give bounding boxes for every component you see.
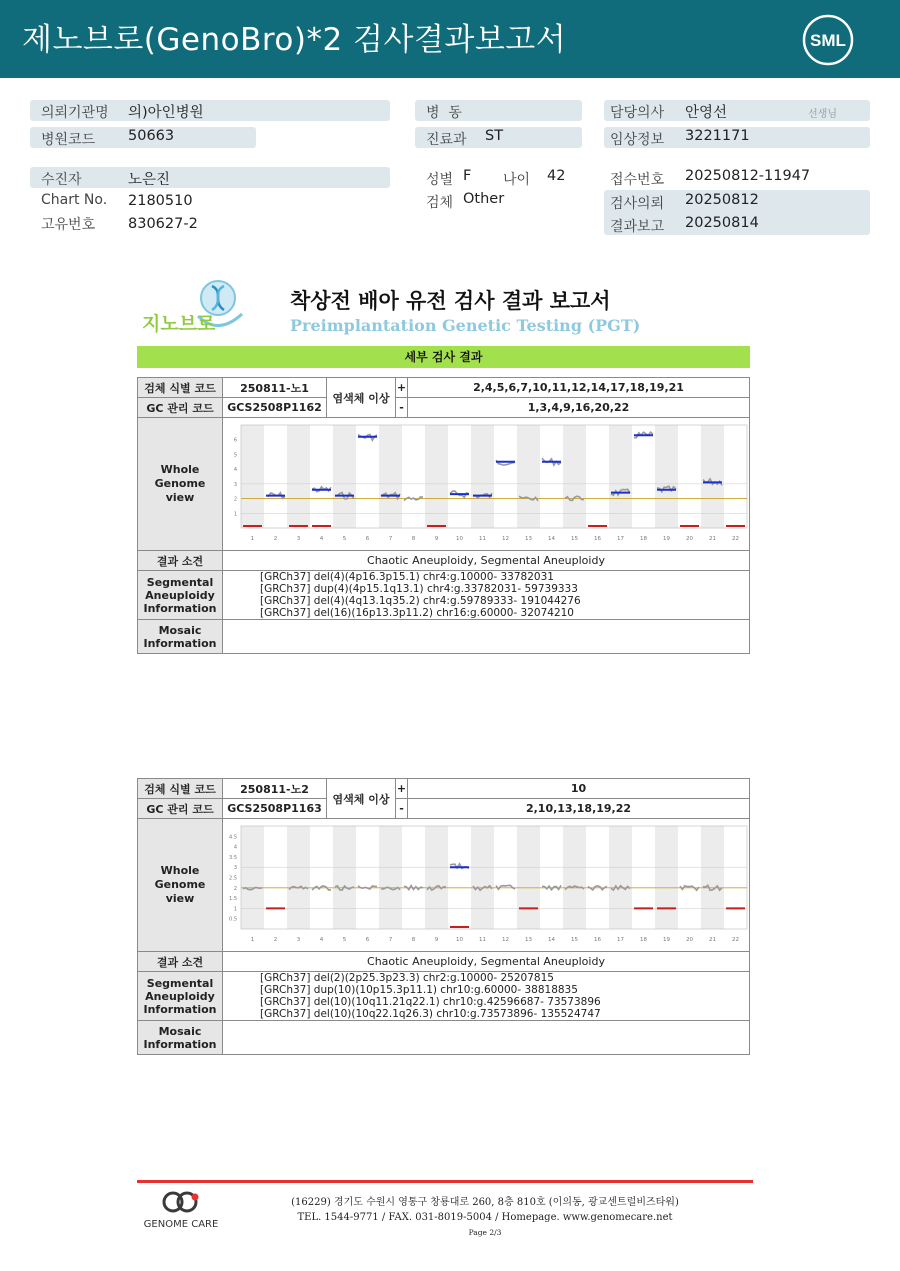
copy-number-trace [496, 885, 515, 889]
x-tick-label: 8 [411, 937, 416, 943]
specimen-label: 검체 [426, 195, 454, 211]
segmental-line: Aneuploidy [145, 989, 215, 1003]
mosaic-line: Information [143, 1037, 217, 1051]
x-tick-label: 22 [732, 536, 739, 542]
mosaic-info [223, 1021, 750, 1055]
gc-code-value: GCS2508P1162 [223, 398, 327, 418]
section-bar: 세부 검사 결과 [137, 346, 750, 368]
y-tick-label: 1 [233, 906, 237, 913]
y-tick-label: 4.5 [229, 834, 237, 841]
receipt-label: 접수번호 [610, 172, 665, 188]
chromosome-band [655, 826, 678, 929]
unique-value: 830627-2 [128, 216, 198, 232]
x-tick-label: 14 [548, 937, 555, 943]
x-tick-label: 16 [594, 937, 601, 943]
chromosome-band [701, 826, 724, 929]
y-tick-label: 2.5 [229, 875, 237, 882]
chromosome-band [333, 425, 356, 528]
chart-label: Chart No. [41, 192, 108, 208]
chromosome-band [471, 826, 494, 929]
sample-2-table [137, 778, 750, 1055]
x-tick-label: 2 [273, 536, 278, 542]
whole-genome-line: Genome [154, 878, 206, 891]
age-label: 나이 [503, 172, 531, 188]
segmental-item: [GRCh37] dup(10)(10p15.3p11.1) chr10:g.60000- 38818835 [260, 984, 578, 996]
x-tick-label: 20 [686, 937, 693, 943]
segmental-line: Information [143, 1002, 217, 1016]
request-label: 검사의뢰 [610, 196, 665, 212]
x-tick-label: 10 [456, 937, 463, 943]
clinical-label: 임상정보 [610, 132, 665, 148]
x-tick-label: 12 [502, 536, 509, 542]
gc-code-label: GC 관리 코드 [138, 398, 223, 418]
y-tick-label: 1 [233, 511, 237, 518]
institution-label: 의뢰기관명 [41, 105, 109, 121]
y-tick-label: 6 [233, 437, 237, 444]
report-subtitle: Preimplantation Genetic Testing (PGT) [290, 316, 641, 335]
sample-code-value: 250811-노1 [223, 378, 327, 398]
x-tick-label: 9 [434, 937, 439, 943]
hospital-code-label: 병원코드 [41, 132, 96, 148]
whole-genome-chart-cell [223, 819, 750, 952]
genome-care-logo-icon [135, 1190, 227, 1232]
segmental-item: [GRCh37] dup(4)(4p15.1q13.1) chr4:g.33782031- 59739333 [260, 583, 578, 595]
sml-logo-icon [802, 14, 854, 66]
y-tick-label: 2 [233, 885, 237, 892]
segmental-label [138, 972, 223, 1021]
whole-genome-line: view [165, 892, 195, 905]
dept-label: 진료과 [426, 132, 467, 148]
whole-genome-label [138, 819, 223, 952]
gain-sign: + [396, 378, 408, 398]
x-tick-label: 15 [571, 937, 578, 943]
genome-care-logo-text: GENOME CARE [143, 1219, 219, 1230]
x-tick-label: 15 [571, 536, 578, 542]
chromosome-band [287, 826, 310, 929]
whole-genome-line: Genome [154, 477, 206, 490]
sample-1-table [137, 377, 750, 654]
segmental-item: [GRCh37] del(4)(4q13.1q35.2) chr4:g.59789333- 191044276 [260, 595, 581, 607]
whole-genome-line: view [165, 491, 195, 504]
sample-code-value: 250811-노2 [223, 779, 327, 799]
chromosome-band [609, 826, 632, 929]
patient-pill [30, 167, 390, 188]
request-value: 20250812 [685, 192, 759, 208]
chromosome-band [563, 425, 586, 528]
receipt-value: 20250812-11947 [685, 168, 811, 184]
report-date-label: 결과보고 [610, 219, 665, 235]
y-tick-label: 1.5 [229, 896, 237, 903]
result-label: 결과 소견 [138, 952, 223, 972]
x-tick-label: 3 [296, 536, 301, 542]
chromosome-band [471, 425, 494, 528]
x-tick-label: 16 [594, 536, 601, 542]
doctor-suffix: 선생님 [808, 109, 837, 120]
y-tick-label: 5 [233, 452, 237, 459]
doctor-label: 담당의사 [610, 105, 665, 121]
segmental-item: [GRCh37] del(10)(10q22.1q26.3) chr10:g.73573896- 135524747 [260, 1008, 601, 1020]
segmental-item: [GRCh37] del(2)(2p25.3p23.3) chr2:g.10000- 25207815 [260, 972, 554, 984]
loss-sign: - [396, 398, 408, 418]
sml-logo-text: SML [810, 31, 846, 50]
sex-value: F [463, 168, 472, 184]
specimen-value: Other [463, 191, 505, 207]
y-tick-label: 3 [233, 865, 237, 872]
loss-sign: - [396, 799, 408, 819]
institution-value: 의)아인병원 [128, 105, 204, 121]
gain-chromosomes: 10 [408, 779, 750, 799]
x-tick-label: 5 [342, 937, 347, 943]
chromosome-band [241, 826, 264, 929]
x-tick-label: 19 [663, 536, 670, 542]
x-tick-label: 20 [686, 536, 693, 542]
chromosome-band [517, 826, 540, 929]
x-tick-label: 7 [388, 536, 393, 542]
chromosome-band [379, 826, 402, 929]
chart-value: 2180510 [128, 193, 193, 209]
x-tick-label: 19 [663, 937, 670, 943]
mosaic-label [138, 1021, 223, 1055]
segmental-line: Segmental [146, 976, 214, 990]
loss-chromosomes: 2,10,13,18,19,22 [408, 799, 750, 819]
x-tick-label: 10 [456, 536, 463, 542]
mosaic-label [138, 620, 223, 654]
x-tick-label: 17 [617, 937, 624, 943]
clinical-value: 3221171 [685, 128, 750, 144]
abnormality-label: 염색체 이상 [327, 779, 396, 819]
x-tick-label: 5 [342, 536, 347, 542]
mosaic-line: Mosaic [158, 623, 202, 637]
chromosome-band [701, 425, 724, 528]
segmental-line: Information [143, 601, 217, 615]
chromosome-band [517, 425, 540, 528]
unique-label: 고유번호 [41, 217, 96, 233]
chromosome-band [425, 826, 448, 929]
result-label: 결과 소견 [138, 551, 223, 571]
chromosome-band [563, 826, 586, 929]
segmental-item: [GRCh37] del(16)(16p13.3p11.2) chr16:g.60000- 32074210 [260, 607, 574, 619]
genobro-logo-text: 지노브로 [142, 313, 216, 335]
y-tick-label: 2 [233, 496, 237, 503]
doctor-value: 안영선 [685, 105, 728, 121]
x-tick-label: 1 [250, 536, 255, 542]
x-tick-label: 12 [502, 937, 509, 943]
y-tick-label: 4 [233, 467, 237, 474]
sample-code-label: 검체 식별 코드 [138, 378, 223, 398]
x-tick-label: 8 [411, 536, 416, 542]
abnormality-label: 염색체 이상 [327, 378, 396, 418]
genobro-logo-icon [142, 276, 246, 338]
report-date-value: 20250814 [685, 215, 759, 231]
ward-label: 병 동 [426, 105, 462, 121]
x-tick-label: 3 [296, 937, 301, 943]
segmental-line: Segmental [146, 575, 214, 589]
page-title: 제노브로(GenoBro)*2 검사결과보고서 [22, 22, 567, 58]
x-tick-label: 9 [434, 536, 439, 542]
mosaic-line: Mosaic [158, 1024, 202, 1038]
x-tick-label: 2 [273, 937, 278, 943]
dept-value: ST [485, 128, 504, 144]
segmental-item: [GRCh37] del(10)(10q11.21q22.1) chr10:g.42596687- 73573896 [260, 996, 601, 1008]
page-number: Page 2/3 [468, 1228, 502, 1237]
x-tick-label: 6 [365, 536, 370, 542]
chromosome-band [425, 425, 448, 528]
y-tick-label: 0.5 [229, 916, 237, 923]
result-value: Chaotic Aneuploidy, Segmental Aneuploidy [223, 551, 750, 571]
chromosome-band [379, 425, 402, 528]
x-tick-label: 22 [732, 937, 739, 943]
x-tick-label: 13 [525, 536, 532, 542]
footer-contact: TEL. 1544-9771 / FAX. 031-8019-5004 / Homepage. www.genomecare.net [297, 1212, 673, 1223]
chromosome-band [655, 425, 678, 528]
sex-label: 성별 [426, 172, 454, 188]
patient-label: 수진자 [41, 172, 82, 188]
result-value: Chaotic Aneuploidy, Segmental Aneuploidy [223, 952, 750, 972]
x-tick-label: 21 [709, 937, 716, 943]
x-tick-label: 11 [479, 937, 486, 943]
x-tick-label: 4 [319, 937, 324, 943]
patient-value: 노은진 [128, 172, 171, 188]
whole-genome-label [138, 418, 223, 551]
gc-code-value: GCS2508P1163 [223, 799, 327, 819]
footer-address: (16229) 경기도 수원시 영통구 창룡대로 260, 8층 810호 (이의동, 광교센트럴비즈타워) [291, 1197, 679, 1208]
x-tick-label: 7 [388, 937, 393, 943]
segmental-item: [GRCh37] del(4)(4p16.3p15.1) chr4:g.10000- 33782031 [260, 571, 554, 583]
x-tick-label: 17 [617, 536, 624, 542]
x-tick-label: 11 [479, 536, 486, 542]
segmental-label [138, 571, 223, 620]
whole-genome-chart [225, 821, 750, 946]
x-tick-label: 18 [640, 937, 647, 943]
x-tick-label: 14 [548, 536, 555, 542]
report-title: 착상전 배아 유전 검사 결과 보고서 [290, 289, 611, 313]
footer-address-block [280, 1195, 690, 1240]
x-tick-label: 6 [365, 937, 370, 943]
mosaic-line: Information [143, 636, 217, 650]
gain-chromosomes: 2,4,5,6,7,10,11,12,14,17,18,19,21 [408, 378, 750, 398]
segmental-info [223, 972, 750, 1021]
x-tick-label: 4 [319, 536, 324, 542]
footer-line [137, 1180, 753, 1183]
loss-chromosomes: 1,3,4,9,16,20,22 [408, 398, 750, 418]
hospital-code-value: 50663 [128, 128, 175, 144]
gain-sign: + [396, 779, 408, 799]
x-tick-label: 21 [709, 536, 716, 542]
gc-code-label: GC 관리 코드 [138, 799, 223, 819]
y-tick-label: 4 [233, 844, 237, 851]
chromosome-band [333, 826, 356, 929]
age-value: 42 [547, 168, 566, 184]
x-tick-label: 18 [640, 536, 647, 542]
chromosome-band [287, 425, 310, 528]
whole-genome-chart-cell [223, 418, 750, 551]
x-tick-label: 1 [250, 937, 255, 943]
chromosome-band [241, 425, 264, 528]
mosaic-info [223, 620, 750, 654]
x-tick-label: 13 [525, 937, 532, 943]
chromosome-band [609, 425, 632, 528]
whole-genome-line: Whole [160, 864, 200, 877]
segmental-line: Aneuploidy [145, 588, 215, 602]
whole-genome-line: Whole [160, 463, 200, 476]
y-tick-label: 3 [233, 481, 237, 488]
whole-genome-chart [225, 420, 750, 545]
y-tick-label: 3.5 [229, 854, 237, 861]
sample-code-label: 검체 식별 코드 [138, 779, 223, 799]
segmental-info [223, 571, 750, 620]
header-bar [0, 0, 900, 78]
